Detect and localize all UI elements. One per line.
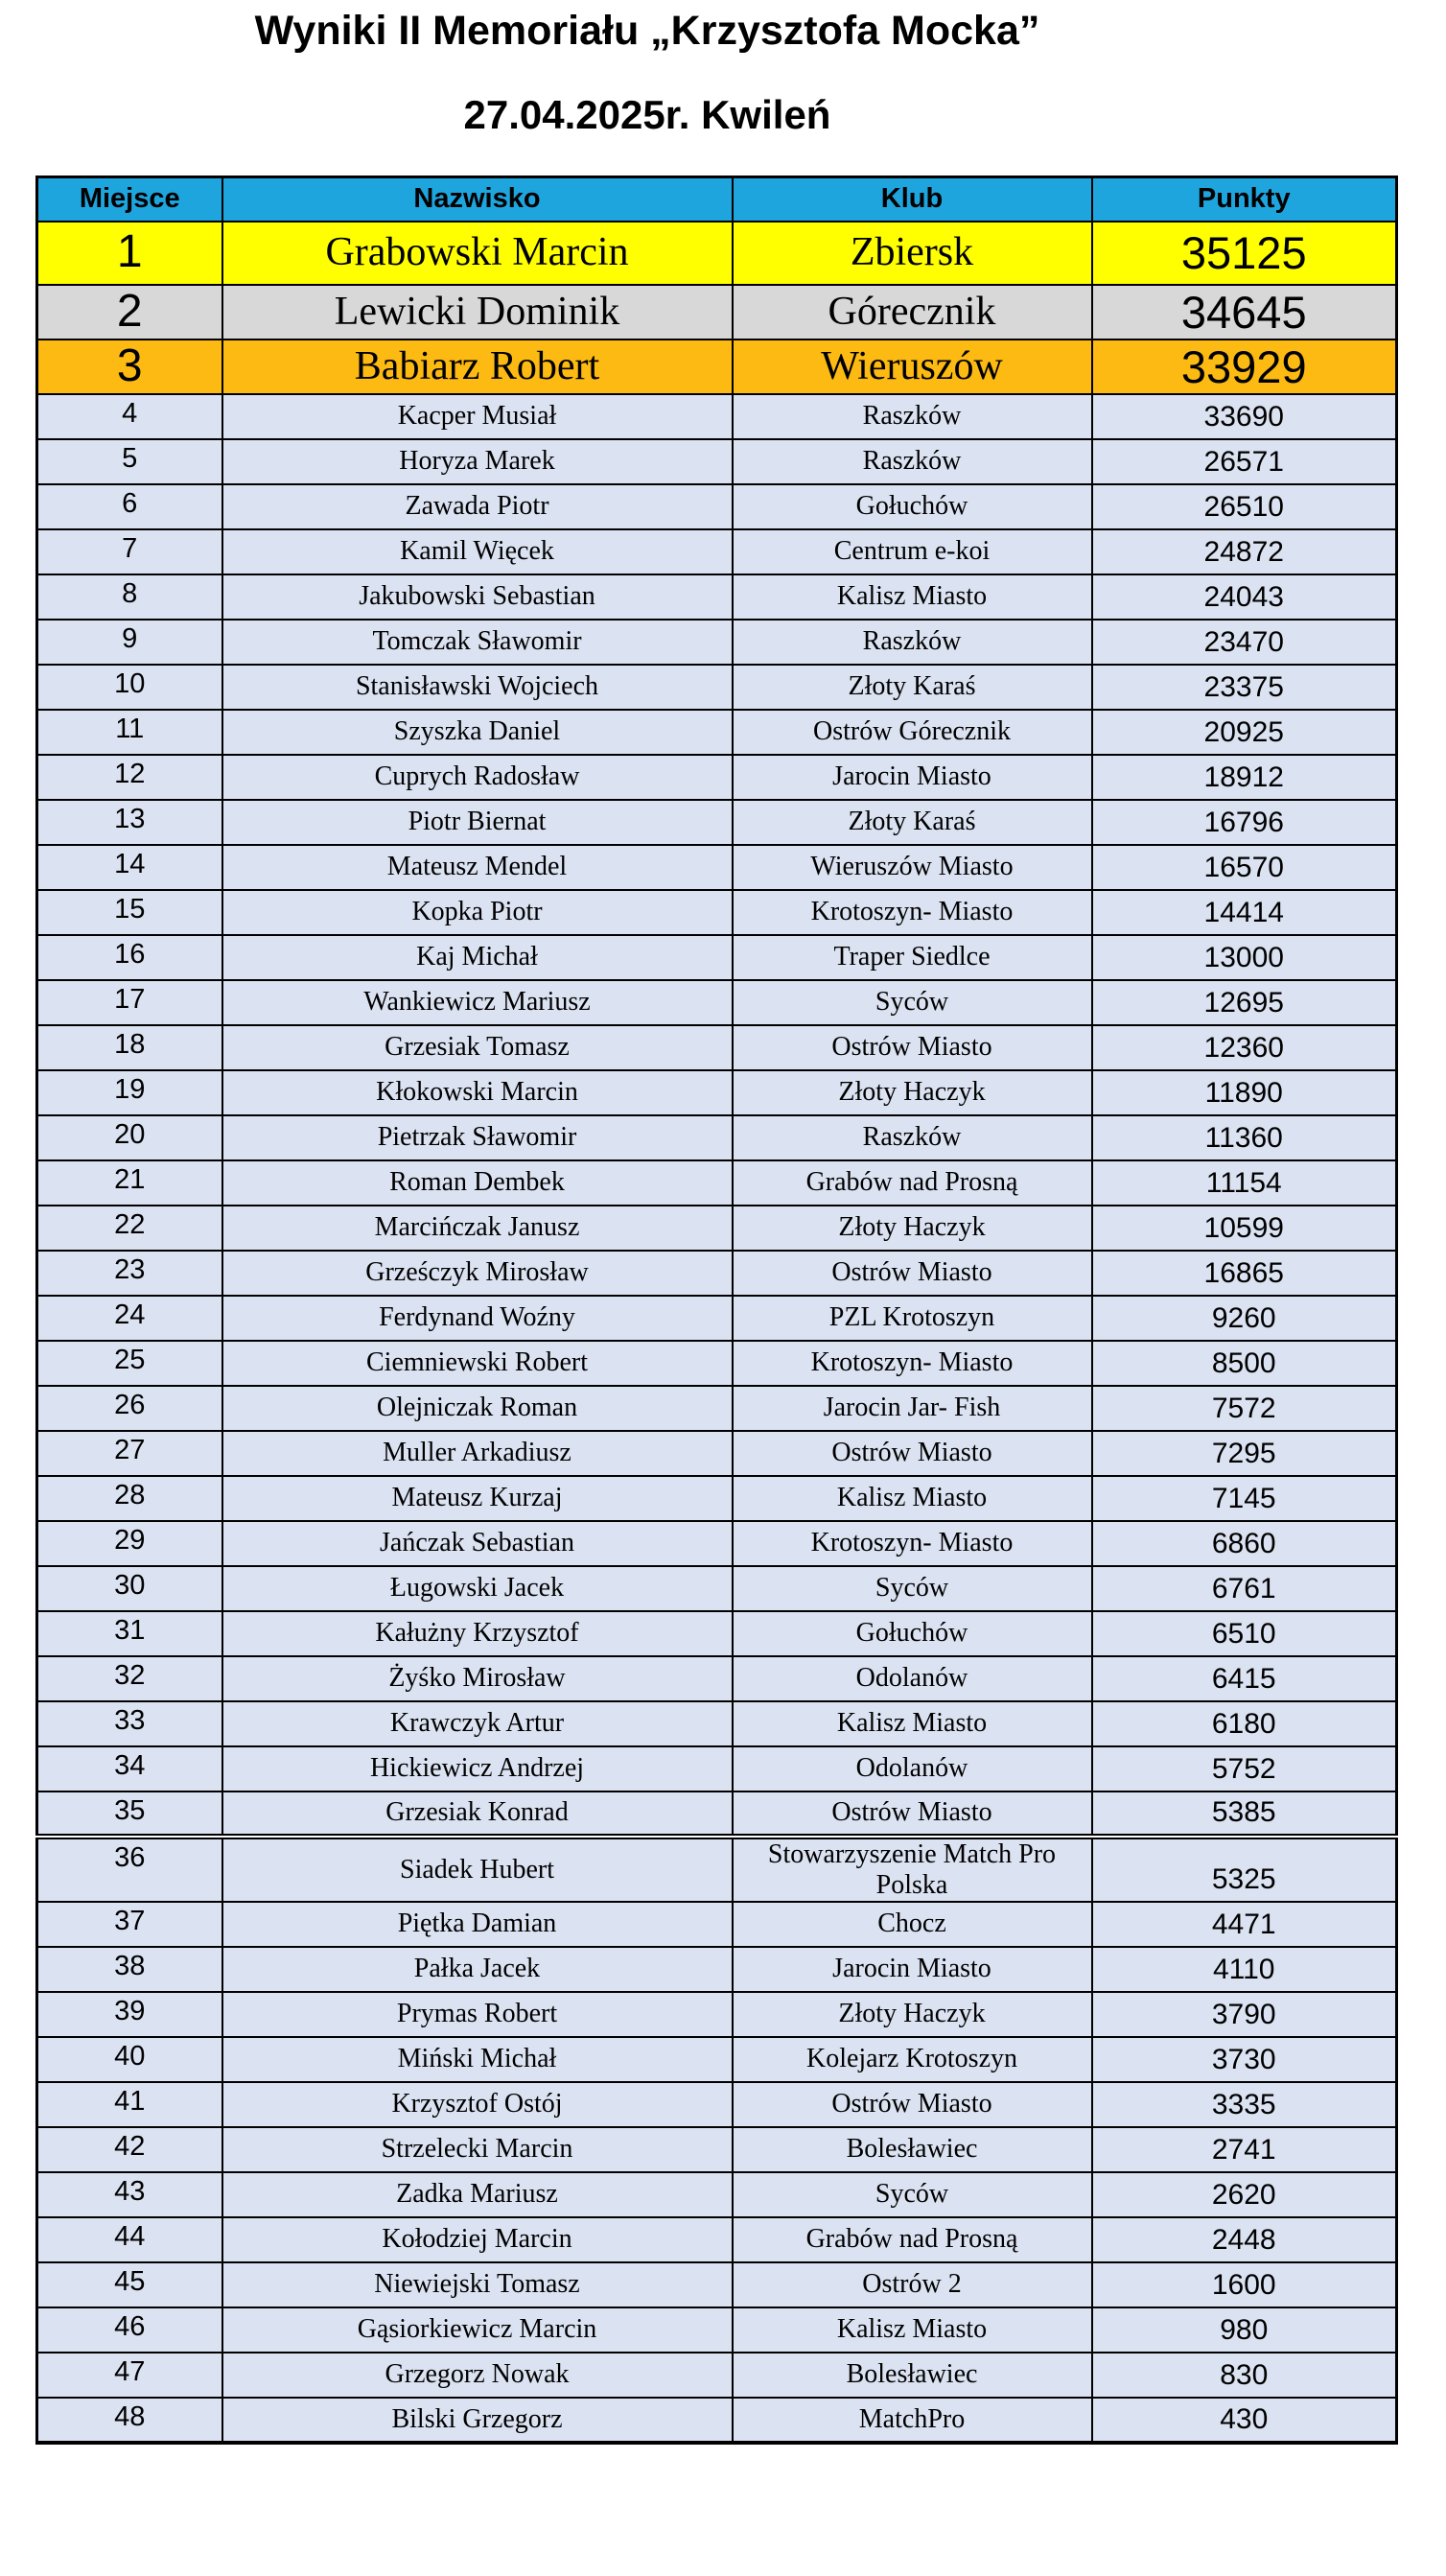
name-cell: Babiarz Robert (222, 340, 733, 394)
place-cell: 19 (37, 1070, 222, 1115)
club-cell: Odolanów (733, 1746, 1092, 1791)
club-cell: Złoty Karaś (733, 665, 1092, 710)
name-cell: Piętka Damian (222, 1902, 733, 1947)
table-row (37, 800, 1397, 845)
column-header-nazwisko: Nazwisko (222, 177, 733, 222)
name-cell: Jakubowski Sebastian (222, 574, 733, 620)
club-cell: Syców (733, 980, 1092, 1025)
place-cell: 39 (37, 1992, 222, 2037)
name-cell: Marcińczak Janusz (222, 1206, 733, 1251)
name-cell: Tomczak Sławomir (222, 620, 733, 665)
place-cell: 8 (37, 574, 222, 620)
points-cell: 13000 (1092, 935, 1397, 980)
table-row (37, 1521, 1397, 1566)
points-cell: 34645 (1092, 285, 1397, 340)
club-cell: Wieruszów Miasto (733, 845, 1092, 890)
table-row (37, 2217, 1397, 2262)
points-cell: 11154 (1092, 1160, 1397, 1206)
points-cell: 6860 (1092, 1521, 1397, 1566)
name-cell: Pałka Jacek (222, 1947, 733, 1992)
name-cell: Wankiewicz Mariusz (222, 980, 733, 1025)
place-cell: 7 (37, 529, 222, 574)
table-row (37, 1476, 1397, 1521)
place-cell: 18 (37, 1025, 222, 1070)
club-cell: Gołuchów (733, 484, 1092, 529)
points-cell: 4110 (1092, 1947, 1397, 1992)
place-cell: 37 (37, 1902, 222, 1947)
club-cell: Złoty Haczyk (733, 1992, 1092, 2037)
column-header-klub: Klub (733, 177, 1092, 222)
points-cell: 12695 (1092, 980, 1397, 1025)
name-cell: Hickiewicz Andrzej (222, 1746, 733, 1791)
points-cell: 2620 (1092, 2172, 1397, 2217)
points-cell: 3730 (1092, 2037, 1397, 2082)
place-cell: 9 (37, 620, 222, 665)
table-row (37, 1160, 1397, 1206)
club-cell: Krotoszyn- Miasto (733, 1521, 1092, 1566)
club-cell: Odolanów (733, 1656, 1092, 1701)
name-cell: Kałużny Krzysztof (222, 1611, 733, 1656)
club-cell: Wieruszów (733, 340, 1092, 394)
points-cell: 6510 (1092, 1611, 1397, 1656)
points-cell: 5752 (1092, 1746, 1397, 1791)
name-cell: Cuprych Radosław (222, 755, 733, 800)
points-cell: 18912 (1092, 755, 1397, 800)
place-cell: 35 (37, 1791, 222, 1837)
club-cell: Traper Siedlce (733, 935, 1092, 980)
points-cell: 5325 (1092, 1837, 1397, 1902)
name-cell: Strzelecki Marcin (222, 2127, 733, 2172)
table-row (37, 394, 1397, 439)
points-cell: 5385 (1092, 1791, 1397, 1837)
name-cell: Grzegorz Nowak (222, 2353, 733, 2398)
club-cell: Krotoszyn- Miasto (733, 890, 1092, 935)
club-cell: Grabów nad Prosną (733, 1160, 1092, 1206)
name-cell: Pietrzak Sławomir (222, 1115, 733, 1160)
points-cell: 20925 (1092, 710, 1397, 755)
place-cell: 33 (37, 1701, 222, 1746)
points-cell: 11360 (1092, 1115, 1397, 1160)
name-cell: Horyza Marek (222, 439, 733, 484)
club-cell: Złoty Haczyk (733, 1206, 1092, 1251)
points-cell: 4471 (1092, 1902, 1397, 1947)
club-cell: PZL Krotoszyn (733, 1296, 1092, 1341)
place-cell: 1 (37, 222, 222, 285)
place-cell: 45 (37, 2262, 222, 2307)
club-cell: Bolesławiec (733, 2353, 1092, 2398)
points-cell: 26571 (1092, 439, 1397, 484)
name-cell: Mateusz Kurzaj (222, 1476, 733, 1521)
club-cell: Chocz (733, 1902, 1092, 1947)
club-cell: Ostrów Miasto (733, 1791, 1092, 1837)
place-cell: 31 (37, 1611, 222, 1656)
club-cell: Ostrów Miasto (733, 1251, 1092, 1296)
points-cell: 6761 (1092, 1566, 1397, 1611)
table-row (37, 1791, 1397, 1837)
points-cell: 12360 (1092, 1025, 1397, 1070)
club-cell: Syców (733, 1566, 1092, 1611)
place-cell: 3 (37, 340, 222, 394)
column-header-punkty: Punkty (1092, 177, 1397, 222)
table-row (37, 2127, 1397, 2172)
club-cell: Raszków (733, 1115, 1092, 1160)
club-cell: Gołuchów (733, 1611, 1092, 1656)
table-row (37, 1251, 1397, 1296)
table-row (37, 710, 1397, 755)
club-cell: Kalisz Miasto (733, 574, 1092, 620)
club-cell: Ostrów Miasto (733, 1025, 1092, 1070)
club-cell: Raszków (733, 394, 1092, 439)
club-cell: Syców (733, 2172, 1092, 2217)
place-cell: 20 (37, 1115, 222, 1160)
table-row (37, 1566, 1397, 1611)
points-cell: 830 (1092, 2353, 1397, 2398)
points-cell: 6180 (1092, 1701, 1397, 1746)
table-row (37, 1837, 1397, 1902)
points-cell: 430 (1092, 2398, 1397, 2443)
table-row (37, 439, 1397, 484)
table-row (37, 1947, 1397, 1992)
name-cell: Ługowski Jacek (222, 1566, 733, 1611)
table-row (37, 574, 1397, 620)
name-cell: Stanisławski Wojciech (222, 665, 733, 710)
points-cell: 26510 (1092, 484, 1397, 529)
table-row (37, 1902, 1397, 1947)
points-cell: 1600 (1092, 2262, 1397, 2307)
name-cell: Kaj Michał (222, 935, 733, 980)
place-cell: 12 (37, 755, 222, 800)
table-row (37, 1431, 1397, 1476)
table-row (37, 1611, 1397, 1656)
place-cell: 38 (37, 1947, 222, 1992)
place-cell: 24 (37, 1296, 222, 1341)
name-cell: Zawada Piotr (222, 484, 733, 529)
points-cell: 10599 (1092, 1206, 1397, 1251)
place-cell: 47 (37, 2353, 222, 2398)
name-cell: Szyszka Daniel (222, 710, 733, 755)
name-cell: Krzysztof Ostój (222, 2082, 733, 2127)
club-cell: Jarocin Miasto (733, 755, 1092, 800)
place-cell: 30 (37, 1566, 222, 1611)
points-cell: 7145 (1092, 1476, 1397, 1521)
place-cell: 36 (37, 1837, 222, 1902)
place-cell: 44 (37, 2217, 222, 2262)
points-cell: 24043 (1092, 574, 1397, 620)
points-cell: 16865 (1092, 1251, 1397, 1296)
place-cell: 21 (37, 1160, 222, 1206)
table-row (37, 1025, 1397, 1070)
place-cell: 26 (37, 1386, 222, 1431)
name-cell: Prymas Robert (222, 1992, 733, 2037)
name-cell: Lewicki Dominik (222, 285, 733, 340)
name-cell: Żyśko Mirosław (222, 1656, 733, 1701)
place-cell: 28 (37, 1476, 222, 1521)
name-cell: Niewiejski Tomasz (222, 2262, 733, 2307)
place-cell: 4 (37, 394, 222, 439)
table-row (37, 1746, 1397, 1791)
table-row (37, 340, 1397, 394)
club-cell: Stowarzyszenie Match Pro Polska (733, 1837, 1092, 1902)
points-cell: 7572 (1092, 1386, 1397, 1431)
table-row (37, 1386, 1397, 1431)
table-row (37, 755, 1397, 800)
club-cell: Górecznik (733, 285, 1092, 340)
table-row (37, 1296, 1397, 1341)
place-cell: 10 (37, 665, 222, 710)
table-row (37, 1992, 1397, 2037)
name-cell: Ciemniewski Robert (222, 1341, 733, 1386)
name-cell: Bilski Grzegorz (222, 2398, 733, 2443)
name-cell: Jańczak Sebastian (222, 1521, 733, 1566)
club-cell: Kalisz Miasto (733, 1476, 1092, 1521)
club-cell: Raszków (733, 620, 1092, 665)
points-cell: 23375 (1092, 665, 1397, 710)
club-cell: Raszków (733, 439, 1092, 484)
place-cell: 27 (37, 1431, 222, 1476)
header-row (37, 177, 1397, 222)
name-cell: Muller Arkadiusz (222, 1431, 733, 1476)
name-cell: Gąsiorkiewicz Marcin (222, 2307, 733, 2353)
place-cell: 34 (37, 1746, 222, 1791)
points-cell: 980 (1092, 2307, 1397, 2353)
name-cell: Grzesiak Tomasz (222, 1025, 733, 1070)
table-row (37, 1341, 1397, 1386)
place-cell: 29 (37, 1521, 222, 1566)
name-cell: Siadek Hubert (222, 1837, 733, 1902)
points-cell: 16570 (1092, 845, 1397, 890)
points-cell: 7295 (1092, 1431, 1397, 1476)
table-row (37, 665, 1397, 710)
points-cell: 2448 (1092, 2217, 1397, 2262)
results-table (35, 176, 1398, 2445)
name-cell: Grabowski Marcin (222, 222, 733, 285)
place-cell: 22 (37, 1206, 222, 1251)
table-row (37, 2307, 1397, 2353)
place-cell: 41 (37, 2082, 222, 2127)
club-cell: Ostrów Górecznik (733, 710, 1092, 755)
club-cell: Zbiersk (733, 222, 1092, 285)
place-cell: 11 (37, 710, 222, 755)
name-cell: Ferdynand Woźny (222, 1296, 733, 1341)
points-cell: 3790 (1092, 1992, 1397, 2037)
table-row (37, 2353, 1397, 2398)
table-row (37, 529, 1397, 574)
table-row (37, 222, 1397, 285)
place-cell: 40 (37, 2037, 222, 2082)
points-cell: 9260 (1092, 1296, 1397, 1341)
points-cell: 6415 (1092, 1656, 1397, 1701)
name-cell: Kołodziej Marcin (222, 2217, 733, 2262)
table-row (37, 1701, 1397, 1746)
table-row (37, 2172, 1397, 2217)
table-row (37, 484, 1397, 529)
name-cell: Krawczyk Artur (222, 1701, 733, 1746)
club-cell: Jarocin Miasto (733, 1947, 1092, 1992)
table-row (37, 845, 1397, 890)
table-row (37, 1656, 1397, 1701)
club-cell: Bolesławiec (733, 2127, 1092, 2172)
place-cell: 13 (37, 800, 222, 845)
place-cell: 43 (37, 2172, 222, 2217)
points-cell: 24872 (1092, 529, 1397, 574)
points-cell: 35125 (1092, 222, 1397, 285)
place-cell: 17 (37, 980, 222, 1025)
table-row (37, 620, 1397, 665)
table-row (37, 1115, 1397, 1160)
points-cell: 33690 (1092, 394, 1397, 439)
table-row (37, 980, 1397, 1025)
club-cell: Złoty Haczyk (733, 1070, 1092, 1115)
club-cell: Krotoszyn- Miasto (733, 1341, 1092, 1386)
table-row (37, 935, 1397, 980)
name-cell: Olejniczak Roman (222, 1386, 733, 1431)
place-cell: 15 (37, 890, 222, 935)
points-cell: 23470 (1092, 620, 1397, 665)
name-cell: Roman Dembek (222, 1160, 733, 1206)
points-cell: 8500 (1092, 1341, 1397, 1386)
name-cell: Grześczyk Mirosław (222, 1251, 733, 1296)
club-cell: Kalisz Miasto (733, 2307, 1092, 2353)
club-cell: Jarocin Jar- Fish (733, 1386, 1092, 1431)
points-cell: 33929 (1092, 340, 1397, 394)
name-cell: Kopka Piotr (222, 890, 733, 935)
table-row (37, 1206, 1397, 1251)
table-row (37, 2262, 1397, 2307)
points-cell: 11890 (1092, 1070, 1397, 1115)
club-cell: Ostrów Miasto (733, 1431, 1092, 1476)
table-row (37, 2398, 1397, 2443)
points-cell: 2741 (1092, 2127, 1397, 2172)
name-cell: Kamil Więcek (222, 529, 733, 574)
club-cell: Grabów nad Prosną (733, 2217, 1092, 2262)
event-date-location: 27.04.2025r. Kwileń (463, 92, 831, 137)
place-cell: 6 (37, 484, 222, 529)
name-cell: Grzesiak Konrad (222, 1791, 733, 1837)
club-cell: Ostrów 2 (733, 2262, 1092, 2307)
points-cell: 14414 (1092, 890, 1397, 935)
place-cell: 32 (37, 1656, 222, 1701)
place-cell: 46 (37, 2307, 222, 2353)
points-cell: 16796 (1092, 800, 1397, 845)
table-row (37, 2082, 1397, 2127)
place-cell: 23 (37, 1251, 222, 1296)
name-cell: Mateusz Mendel (222, 845, 733, 890)
table-row (37, 1070, 1397, 1115)
place-cell: 14 (37, 845, 222, 890)
name-cell: Kłokowski Marcin (222, 1070, 733, 1115)
table-row (37, 890, 1397, 935)
club-cell: Złoty Karaś (733, 800, 1092, 845)
place-cell: 48 (37, 2398, 222, 2443)
club-cell: Centrum e-koi (733, 529, 1092, 574)
club-cell: Ostrów Miasto (733, 2082, 1092, 2127)
place-cell: 2 (37, 285, 222, 340)
place-cell: 5 (37, 439, 222, 484)
place-cell: 25 (37, 1341, 222, 1386)
name-cell: Kacper Musiał (222, 394, 733, 439)
points-cell: 3335 (1092, 2082, 1397, 2127)
page-title: Wyniki II Memoriału „Krzysztofa Mocka” (254, 8, 1040, 54)
table-row (37, 2037, 1397, 2082)
club-cell: Kalisz Miasto (733, 1701, 1092, 1746)
place-cell: 42 (37, 2127, 222, 2172)
table-row (37, 285, 1397, 340)
club-cell: MatchPro (733, 2398, 1092, 2443)
place-cell: 16 (37, 935, 222, 980)
club-cell: Kolejarz Krotoszyn (733, 2037, 1092, 2082)
name-cell: Zadka Mariusz (222, 2172, 733, 2217)
name-cell: Piotr Biernat (222, 800, 733, 845)
name-cell: Miński Michał (222, 2037, 733, 2082)
column-header-miejsce: Miejsce (37, 177, 222, 222)
